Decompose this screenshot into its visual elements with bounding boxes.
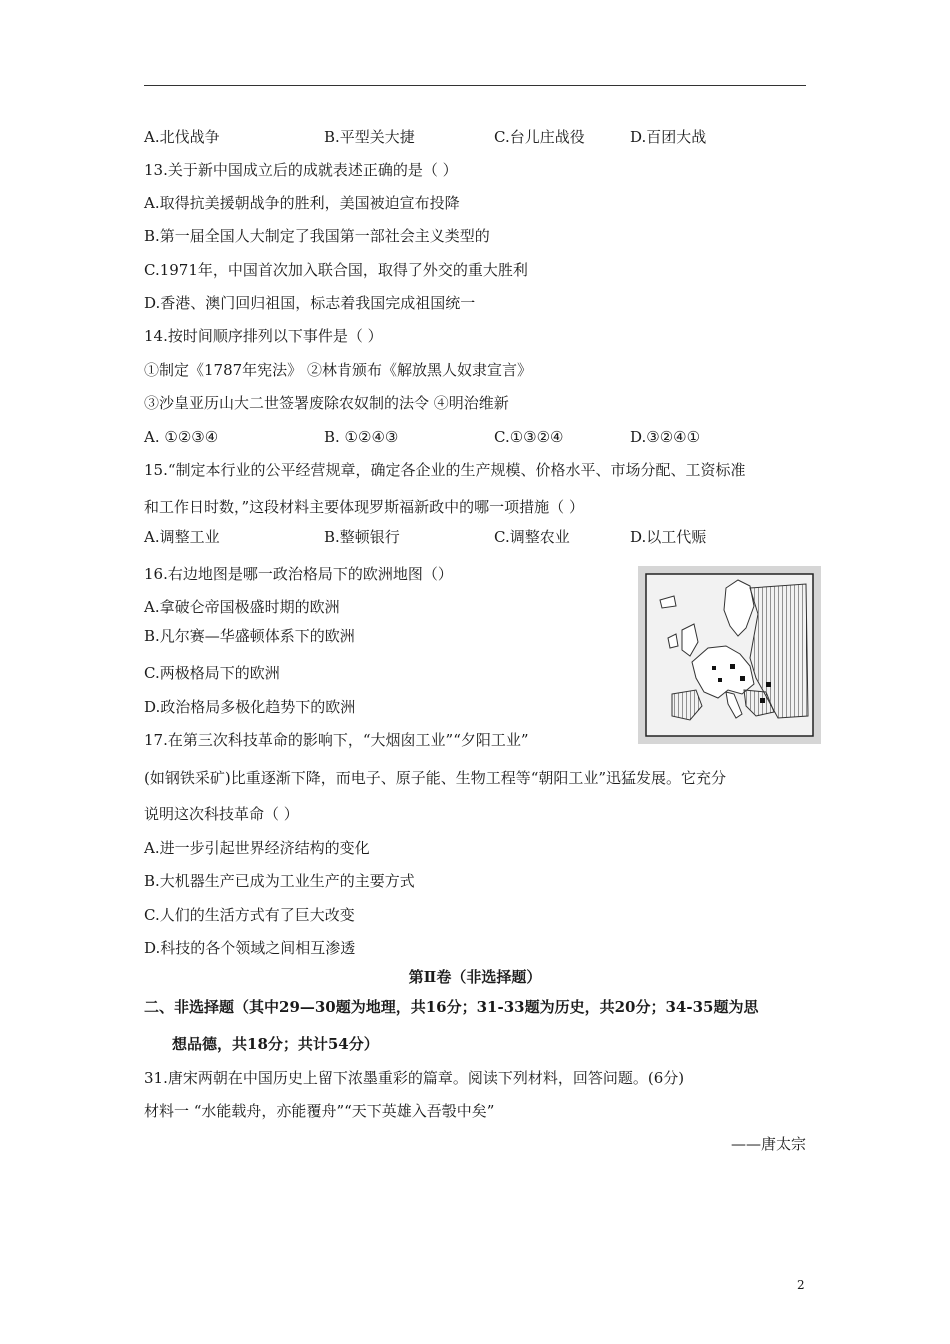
page-number: 2 xyxy=(797,1278,805,1292)
q14-stem: 14.按时间顺序排列以下事件是（ ） xyxy=(144,327,383,345)
q17-option-d: D.科技的各个领域之间相互渗透 xyxy=(144,939,356,957)
section2-heading-line1: 二、非选择题（其中29—30题为地理，共16分；31-33题为历史，共20分；34-35题为思 xyxy=(144,998,759,1016)
q17-option-a: A.进一步引起世界经济结构的变化 xyxy=(144,839,370,857)
q14-items-line2: ③沙皇亚历山大二世签署废除农奴制的法令 ④明治维新 xyxy=(144,394,509,412)
q12-option-d: D.百团大战 xyxy=(630,128,707,146)
q12-option-b: B.平型关大捷 xyxy=(324,128,415,146)
q13-option-d: D.香港、澳门回归祖国，标志着我国完成祖国统一 xyxy=(144,294,476,312)
q13-option-a: A.取得抗美援朝战争的胜利，美国被迫宣布投降 xyxy=(144,194,460,212)
q17-stem-line1: 17.在第三次科技革命的影响下，“大烟囱工业”“夕阳工业” xyxy=(144,731,529,749)
q16-option-b: B.凡尔赛—华盛顿体系下的欧洲 xyxy=(144,627,355,645)
q12-option-c: C.台儿庄战役 xyxy=(494,128,585,146)
q31-source1: ——唐太宗 xyxy=(730,1135,806,1153)
q31-stem: 31.唐宋两朝在中国历史上留下浓墨重彩的篇章。阅读下列材料，回答问题。(6分) xyxy=(144,1069,685,1087)
q16-option-a: A.拿破仑帝国极盛时期的欧洲 xyxy=(144,598,340,616)
section2-title: 第Ⅱ卷（非选择题） xyxy=(408,968,542,986)
q15-stem-line2: 和工作日时数，”这段材料主要体现罗斯福新政中的哪一项措施（ ） xyxy=(144,498,584,516)
q15-stem-line1: 15.“制定本行业的公平经营规章，确定各企业的生产规模、价格水平、市场分配、工资标准 xyxy=(144,461,746,479)
q16-stem: 16.右边地图是哪一政治格局下的欧洲地图（） xyxy=(144,565,453,583)
q14-option-b: B. ①②④③ xyxy=(324,428,399,446)
section2-heading-line2: 想品德，共18分；共计54分） xyxy=(172,1035,379,1053)
q14-option-a: A. ①②③④ xyxy=(144,428,219,446)
q13-option-c: C.1971年，中国首次加入联合国，取得了外交的重大胜利 xyxy=(144,261,528,279)
q12-option-a: A.北伐战争 xyxy=(144,128,220,146)
q15-option-b: B.整顿银行 xyxy=(324,528,400,546)
q15-option-d: D.以工代赈 xyxy=(630,528,707,546)
europe-map-image xyxy=(638,566,821,744)
q16-option-c: C.两极格局下的欧洲 xyxy=(144,664,280,682)
q17-stem-line3: 说明这次科技革命（ ） xyxy=(144,805,299,823)
header-rule xyxy=(144,85,806,86)
q15-option-a: A.调整工业 xyxy=(144,528,220,546)
q15-option-c: C.调整农业 xyxy=(494,528,570,546)
q13-stem: 13.关于新中国成立后的成就表述正确的是（ ） xyxy=(144,161,458,179)
q17-stem-line2: (如钢铁采矿)比重逐渐下降，而电子、原子能、生物工程等“朝阳工业”迅猛发展。它充分 xyxy=(144,769,727,787)
q31-material1: 材料一 “水能载舟，亦能覆舟”“天下英雄入吾彀中矣” xyxy=(144,1102,495,1120)
q14-option-c: C.①③②④ xyxy=(494,428,564,446)
q13-option-b: B.第一届全国人大制定了我国第一部社会主义类型的 xyxy=(144,227,490,245)
q14-items-line1: ①制定《1787年宪法》 ②林肯颁布《解放黑人奴隶宣言》 xyxy=(144,361,532,379)
europe-map-drawing xyxy=(638,566,821,744)
q17-option-c: C.人们的生活方式有了巨大改变 xyxy=(144,906,355,924)
q16-option-d: D.政治格局多极化趋势下的欧洲 xyxy=(144,698,356,716)
q14-option-d: D.③②④① xyxy=(630,428,701,446)
q17-option-b: B.大机器生产已成为工业生产的主要方式 xyxy=(144,872,415,890)
